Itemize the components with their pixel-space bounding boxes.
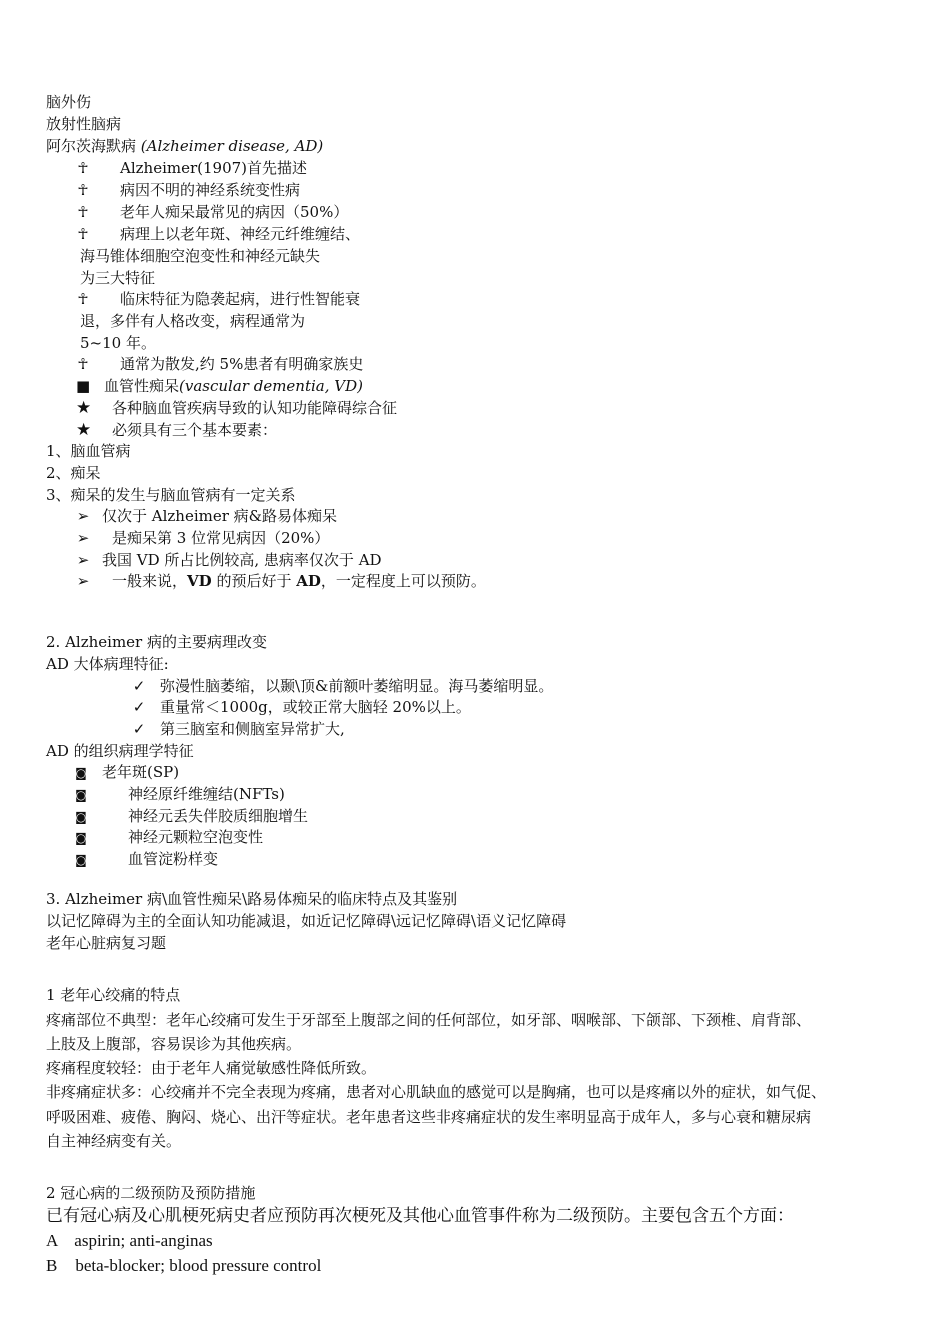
vd-element-3: 3、痴呆的发生与脑血管病有一定关系 <box>46 486 296 504</box>
prevention-item-b: B beta-blocker; blood pressure control <box>46 1256 322 1275</box>
vd-star-1: ★ 各种脑血管疾病导致的认知功能障碍综合征 <box>76 398 398 418</box>
ad-bullet-1: ☥ Alzheimer(1907)首先描述 <box>77 159 308 177</box>
star-bullet-icon: ★ <box>76 420 92 440</box>
histo-item-2: ◙ 神经原纤维缠结(NFTs) <box>75 785 285 803</box>
angina-p3-line2: 呼吸困难、疲倦、胸闷、烧心、出汗等症状。老年患者这些非疼痛症状的发生率明显高于成年人，多与心衰和糖尿病 <box>46 1108 812 1126</box>
gross-check-3: ✓ 第三脑室和侧脑室异常扩大, <box>132 720 345 738</box>
angina-p1-line1: 疼痛部位不典型：老年心绞痛可发生于牙部至上腹部之间的任何部位，如牙部、咽喉部、下颌部、下颈椎、肩背部、 <box>46 1011 812 1029</box>
vd-element-2: 2、痴呆 <box>46 464 101 482</box>
ad-bullet-4-cont-1: 海马锥体细胞空泡变性和神经元缺失 <box>80 247 321 265</box>
histo-item-5: ◙ 血管淀粉样变 <box>75 850 219 868</box>
check-icon: ✓ <box>132 698 146 716</box>
inverse-circle-bullet-icon: ◙ <box>75 766 87 780</box>
inverse-circle-bullet-icon: ◙ <box>75 831 87 845</box>
angina-p1-line2: 上肢及上腹部，容易误诊为其他疾病。 <box>46 1035 302 1053</box>
prevention-heading: 2 冠心病的二级预防及预防措施 <box>46 1184 256 1202</box>
vd-arrow-3: ➢ 我国 VD 所占比例较高, 患病率仅次于 AD <box>76 551 382 569</box>
gross-check-2: ✓ 重量常＜1000g，或较正常大脑轻 20%以上。 <box>132 698 471 716</box>
review-title: 老年心脏病复习题 <box>46 934 167 952</box>
inverse-circle-bullet-icon: ◙ <box>75 810 87 824</box>
ankh-bullet-icon: ☥ <box>77 159 89 177</box>
ankh-bullet-icon: ☥ <box>77 181 89 199</box>
ankh-bullet-icon: ☥ <box>77 225 89 243</box>
vd-element-1: 1、脑血管病 <box>46 442 131 460</box>
gross-check-1: ✓ 弥漫性脑萎缩，以颞\顶&前额叶萎缩明显。海马萎缩明显。 <box>132 677 554 695</box>
line-alzheimer-title: 阿尔茨海默病 (Alzheimer disease, AD) <box>46 137 324 155</box>
arrow-bullet-icon: ➢ <box>76 572 90 590</box>
inverse-circle-bullet-icon: ◙ <box>75 788 87 802</box>
ad-bullet-2: ☥ 病因不明的神经系统变性病 <box>77 181 301 199</box>
vd-arrow-1: ➢ 仅次于 Alzheimer 病&路易体痴呆 <box>76 507 338 525</box>
check-icon: ✓ <box>132 720 146 738</box>
inverse-circle-bullet-icon: ◙ <box>75 853 87 867</box>
ad-bullet-5: ☥ 临床特征为隐袭起病，进行性智能衰 <box>77 290 361 308</box>
line-brain-trauma: 脑外伤 <box>46 93 92 111</box>
gross-pathology-label: AD 大体病理特征: <box>46 655 169 673</box>
ad-bullet-4-cont-2: 为三大特征 <box>80 269 156 287</box>
ankh-bullet-icon: ☥ <box>77 355 89 373</box>
angina-heading: 1 老年心绞痛的特点 <box>46 986 181 1004</box>
angina-p3-line3: 自主神经病变有关。 <box>46 1132 182 1150</box>
vd-title: ■ 血管性痴呆(vascular dementia, VD) <box>76 377 363 395</box>
clinical-heading: 3. Alzheimer 病\血管性痴呆\路易体痴呆的临床特点及其鉴别 <box>46 890 458 908</box>
star-bullet-icon: ★ <box>76 398 92 418</box>
ankh-bullet-icon: ☥ <box>77 290 89 308</box>
arrow-bullet-icon: ➢ <box>76 529 90 547</box>
vd-arrow-4: ➢ 一般来说，VD 的预后好于 AD，一定程度上可以预防。 <box>76 572 486 590</box>
ankh-bullet-icon: ☥ <box>77 203 89 221</box>
histo-item-1: ◙ 老年斑(SP) <box>75 763 180 781</box>
clinical-text: 以记忆障碍为主的全面认知功能减退，如近记忆障碍\远记忆障碍\语义记忆障碍 <box>46 912 567 930</box>
ad-bullet-3: ☥ 老年人痴呆最常见的病因（50%） <box>77 203 349 221</box>
ad-bullet-4: ☥ 病理上以老年斑、神经元纤维缠结、 <box>77 225 361 243</box>
pathology-heading: 2. Alzheimer 病的主要病理改变 <box>46 633 267 651</box>
histopathology-label: AD 的组织病理学特征 <box>46 742 194 760</box>
arrow-bullet-icon: ➢ <box>76 551 90 569</box>
angina-p2: 疼痛程度较轻：由于老年人痛觉敏感性降低所致。 <box>46 1059 377 1077</box>
prevention-item-a: A aspirin; anti-anginas <box>46 1231 213 1250</box>
prevention-intro: 已有冠心病及心肌梗死病史者应预防再次梗死及其他心血管事件称为二级预防。主要包含五个方面： <box>46 1206 794 1226</box>
vd-arrow-2: ➢ 是痴呆第 3 位常见病因（20%） <box>76 529 330 547</box>
vd-star-2: ★ 必须具有三个基本要素： <box>76 420 278 440</box>
histo-item-3: ◙ 神经元丢失伴胶质细胞增生 <box>75 807 309 825</box>
ad-bullet-5-cont-1: 退，多伴有人格改变，病程通常为 <box>80 312 306 330</box>
square-bullet-icon: ■ <box>76 377 91 395</box>
histo-item-4: ◙ 神经元颗粒空泡变性 <box>75 828 264 846</box>
arrow-bullet-icon: ➢ <box>76 507 90 525</box>
angina-p3-line1: 非疼痛症状多：心绞痛并不完全表现为疼痛，患者对心肌缺血的感觉可以是胸痛，也可以是疼痛以外的症状，如气促、 <box>46 1083 827 1101</box>
ad-bullet-5-cont-2: 5~10 年。 <box>80 334 156 352</box>
check-icon: ✓ <box>132 677 146 695</box>
ad-bullet-6: ☥ 通常为散发,约 5%患者有明确家族史 <box>77 355 364 373</box>
line-radiation-encephalopathy: 放射性脑病 <box>46 115 122 133</box>
